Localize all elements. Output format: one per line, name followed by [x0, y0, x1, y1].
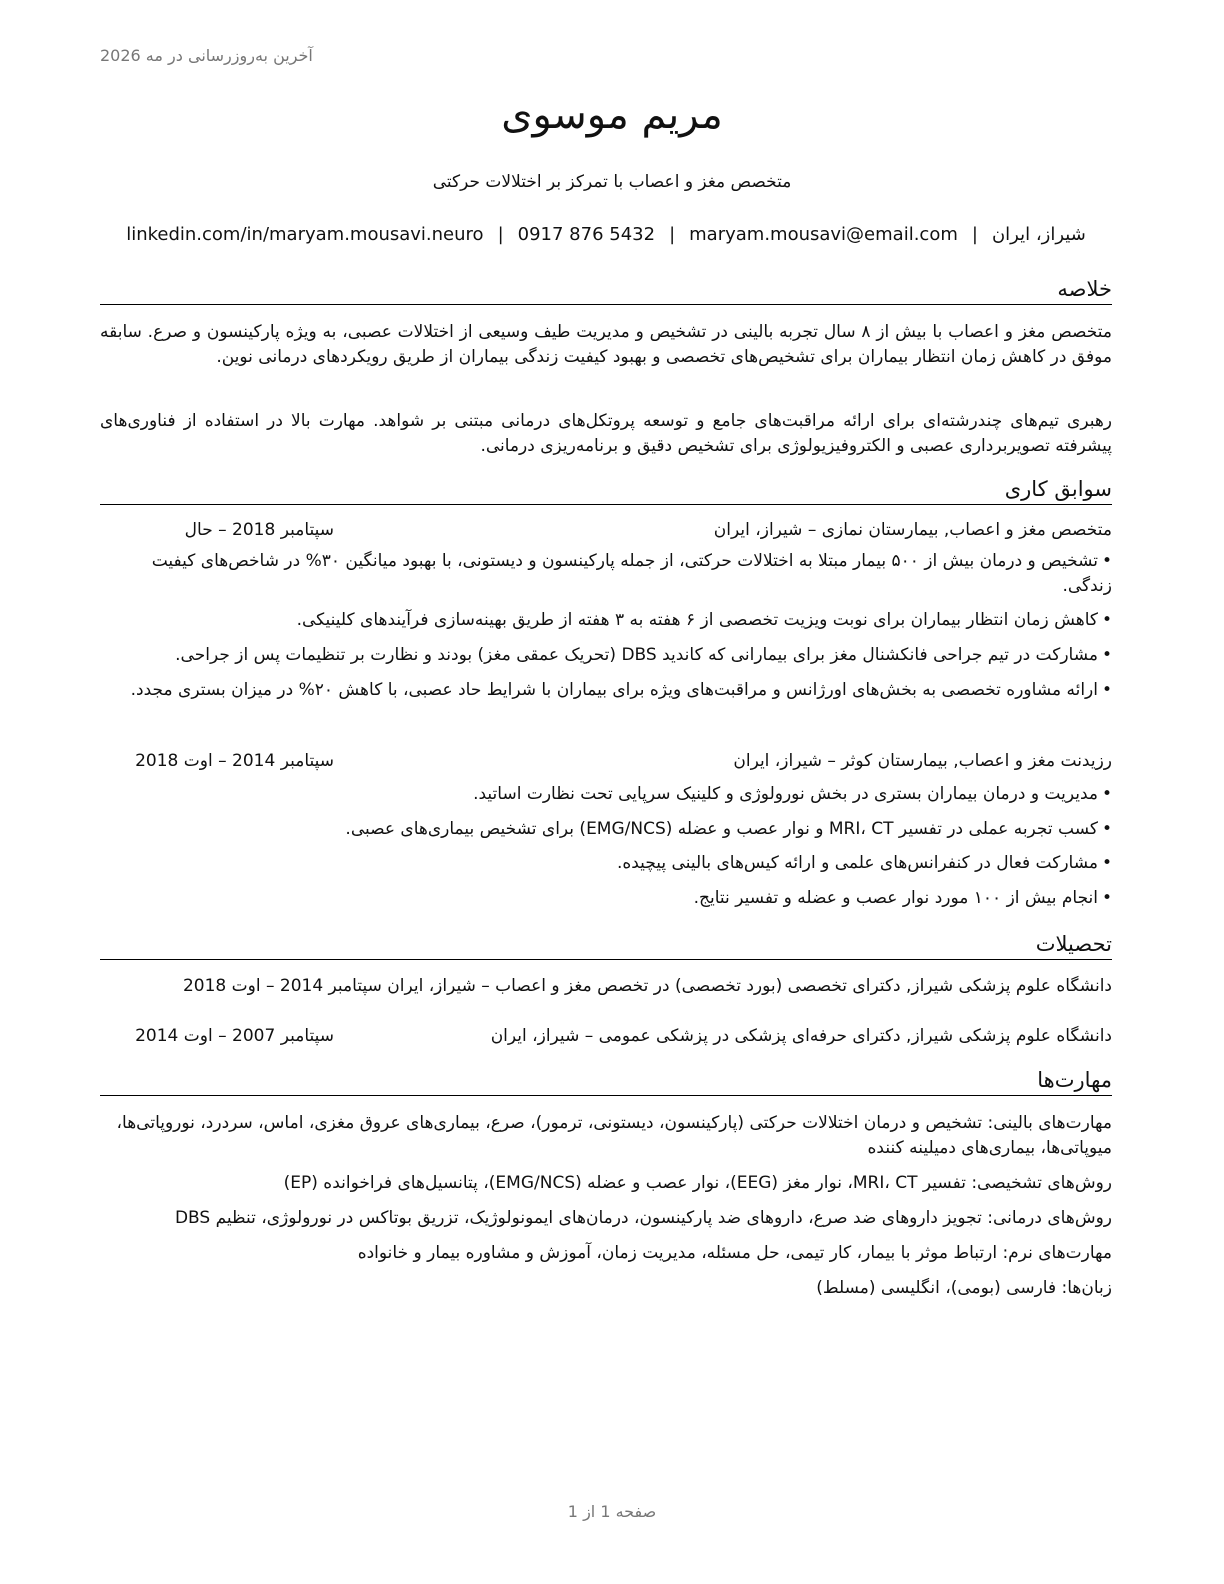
contact-line [100, 224, 1112, 245]
education-dates: سپتامبر 2014 – اوت 2018 [182, 976, 382, 996]
list-item: •مدیریت و درمان بیماران بستری در بخش نورولوژی و کلینیک سرپایی تحت نظارت اساتید. [473, 784, 1112, 804]
contact-phone[interactable]: 0917 876 5432 [517, 224, 656, 245]
job-dates: سپتامبر 2018 – حال [184, 520, 334, 540]
job-dates: سپتامبر 2014 – اوت 2018 [135, 751, 334, 771]
list-item: •تشخیص و درمان بیش از ۵۰۰ بیمار مبتلا به اختلالات حرکتی، از جمله پارکینسون و دیستونی، با بهبود میانگین ۳۰% در شاخص‌های کیفیت زندگی. [151, 551, 1112, 596]
skill-line: مهارت‌های بالینی: تشخیص و درمان اختلالات حرکتی (پارکینسون، دیستونی، ترمور)، صرع، بیماری‌های عروق مغزی، اماس، سردرد، نوروپاتی‌ها، میوپاتی‌ها، بیماری‌های دمیلینه کننده [116, 1113, 1112, 1158]
list-item: •مشارکت در تیم جراحی فانکشنال مغز برای بیمارانی که کاندید DBS (تحریک عمقی مغز) بودند و نظارت بر تنظیمات پس از جراحی. [175, 644, 1112, 665]
list-item: •مشارکت فعال در کنفرانس‌های علمی و ارائه کیس‌های بالینی پیچیده. [616, 853, 1112, 874]
section-title-experience: سوابق کاری [100, 476, 1112, 505]
job-header [100, 520, 1112, 544]
skill-line: زبان‌ها: فارسی (بومی)، انگلیسی (مسلط) [816, 1278, 1112, 1298]
summary-paragraph: رهبری تیم‌های چندرشته‌ای برای ارائه مراقبت‌های جامع و توسعه پروتکل‌های درمانی مبتنی بر شواهد. مهارت بالا در استفاده از فناوری‌های پیشرفته تصویربرداری عصبی و الکتروفیزیولوژی برای تشخیص دقیق و برنامه‌ریزی درمانی. [100, 411, 1112, 456]
education-item [100, 976, 1112, 1000]
list-item: •انجام بیش از ۱۰۰ مورد نوار عصب و عضله و تفسیر نتایج. [693, 887, 1112, 908]
list-item: •کسب تجربه عملی در تفسیر MRI، CT و نوار عصب و عضله (EMG/NCS) برای تشخیص بیماری‌های عصبی. [345, 818, 1112, 839]
contact-linkedin[interactable]: linkedin.com/in/maryam.mousavi.neuro [126, 224, 484, 245]
skill-line: روش‌های تشخیصی: تفسیر MRI، CT، نوار مغز (EEG)، نوار عصب و عضله (EMG/NCS)، پتانسیل‌های فراخوانده (EP) [283, 1173, 1112, 1193]
education-item [100, 1026, 1112, 1050]
job-bullets [100, 782, 1112, 921]
contact-separator: | [497, 224, 504, 245]
education-dates: سپتامبر 2007 – اوت 2014 [135, 1026, 334, 1046]
contact-separator: | [669, 224, 676, 245]
education-text: دانشگاه علوم پزشکی شیراز, دکترای تخصصی (بورد تخصصی) در تخصص مغز و اعصاب – شیراز، ایران [387, 976, 1112, 996]
resume-name: مریم موسوی [501, 92, 723, 138]
job-bullets [100, 549, 1112, 712]
section-title-summary: خلاصه [100, 276, 1112, 305]
job-title: متخصص مغز و اعصاب, بیمارستان نمازی – شیراز، ایران [713, 520, 1112, 540]
contact-separator: | [971, 224, 978, 245]
section-title-skills: مهارت‌ها [100, 1067, 1112, 1096]
summary-paragraph: متخصص مغز و اعصاب با بیش از ۸ سال تجربه بالینی در تشخیص و مدیریت طیف وسیعی از اختلالات عصبی، به ویژه پارکینسون و صرع. سابقه موفق در کاهش زمان انتظار بیماران برای تشخیص‌های تخصصی و بهبود کیفیت زندگی بیماران از طریق رویکردهای درمانی نوین. [100, 322, 1112, 367]
last-updated-note: آخرین به‌روزرسانی در مه 2026 [100, 46, 313, 65]
skill-line: مهارت‌های نرم: ارتباط موثر با بیمار، کار تیمی، حل مسئله، مدیریت زمان، آموزش و مشاوره بیمار و خانواده [357, 1243, 1112, 1263]
resume-tagline: متخصص مغز و اعصاب با تمرکز بر اختلالات حرکتی [432, 172, 792, 192]
section-title-education: تحصیلات [100, 931, 1112, 960]
page-number: صفحه 1 از 1 [567, 1502, 657, 1521]
skill-line: روش‌های درمانی: تجویز داروهای ضد صرع، داروهای ضد پارکینسون، درمان‌های ایمونولوژیک، تزریق بوتاکس در نورولوژی، تنظیم DBS [174, 1208, 1112, 1228]
education-text: دانشگاه علوم پزشکی شیراز, دکترای حرفه‌ای پزشکی در پزشکی عمومی – شیراز، ایران [490, 1026, 1112, 1046]
contact-email[interactable]: maryam.mousavi@email.com [689, 224, 958, 245]
list-item: •ارائه مشاوره تخصصی به بخش‌های اورژانس و مراقبت‌های ویژه برای بیماران با شرایط حاد عصبی، با کاهش ۲۰% در میزان بستری مجدد. [130, 679, 1112, 700]
list-item: •کاهش زمان انتظار بیماران برای نوبت ویزیت تخصصی از ۶ هفته به ۳ هفته از طریق بهینه‌سازی فرآیندهای کلینیکی. [296, 610, 1112, 631]
job-header [100, 751, 1112, 775]
job-title: رزیدنت مغز و اعصاب, بیمارستان کوثر – شیراز، ایران [733, 751, 1112, 771]
contact-location: شیراز، ایران [991, 224, 1086, 245]
